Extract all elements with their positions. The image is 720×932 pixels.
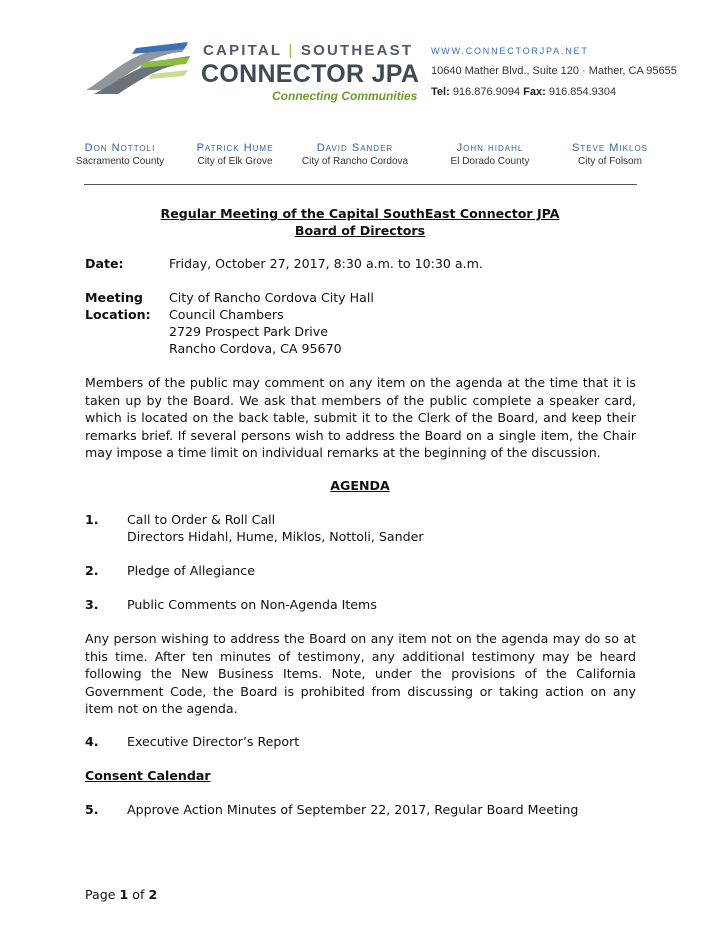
of-word: of	[132, 887, 145, 902]
public-comments-paragraph: Any person wishing to address the Board on any item not on the agenda may do so at this time. After ten minutes of testimony, any additional testimony may be heard following the New Business Items. Note, under the provisions of the California Government Code, the Board is prohibited from discussing or taking action on any item not on the agenda.	[85, 631, 636, 716]
agenda-item-number: 2.	[85, 563, 99, 578]
agenda-item-pledge: Pledge of Allegiance	[127, 563, 255, 578]
website-link[interactable]: WWW.CONNECTORJPA.NET	[431, 46, 589, 56]
page-footer	[85, 886, 157, 904]
logo-capital: CAPITAL	[203, 42, 283, 59]
director-org: City of Elk Grove	[197, 156, 273, 167]
director-org: City of Folsom	[578, 156, 642, 167]
location-label-1: Meeting	[85, 290, 143, 305]
location-line: Rancho Cordova, CA 95670	[169, 341, 342, 356]
meeting-subtitle: Board of Directors	[294, 223, 426, 238]
director-name: David Sander	[316, 142, 394, 154]
page-word: Page	[85, 887, 116, 902]
logo-southeast: SOUTHEAST	[300, 42, 414, 59]
agenda-item-roll-call-directors: Directors Hidahl, Hume, Miklos, Nottoli, Sander	[127, 529, 424, 544]
agenda-item-executive-report: Executive Director’s Report	[127, 734, 300, 749]
director-org: Sacramento County	[75, 156, 165, 167]
date-value: Friday, October 27, 2017, 8:30 a.m. to 10:30 a.m.	[169, 256, 483, 271]
location-line: Council Chambers	[169, 307, 284, 322]
logo-line1	[203, 42, 413, 59]
director-name: Steve Miklos	[571, 142, 649, 154]
date-label: Date:	[85, 256, 124, 271]
director-name: Don Nottoli	[84, 142, 156, 154]
location-line: 2729 Prospect Park Drive	[169, 324, 328, 339]
director-hume	[165, 142, 305, 167]
logo-swoosh-icon	[84, 40, 196, 96]
logo-tagline: Connecting Communities	[272, 89, 418, 103]
agenda-item-number: 5.	[85, 802, 99, 817]
fax-number: 916.854.9304	[548, 86, 617, 98]
page-total: 2	[148, 887, 158, 902]
director-org: El Dorado County	[450, 156, 530, 167]
agenda-item-number: 4.	[85, 734, 99, 749]
header-divider	[84, 184, 637, 185]
tel-label: Tel:	[431, 86, 450, 98]
consent-calendar-heading: Consent Calendar	[85, 768, 211, 783]
location-line: City of Rancho Cordova City Hall	[169, 290, 374, 305]
agenda-item-number: 3.	[85, 597, 99, 612]
director-name: John hidahl	[456, 142, 524, 154]
page-current: 1	[119, 887, 129, 902]
logo-connector-jpa: CONNECTOR JPA	[201, 60, 420, 88]
public-comment-paragraph: Members of the public may comment on any item on the agenda at the time that it is taken up by the Board. We ask that members of the public complete a speaker card, which is located on the back table, submit it to the Clerk of the Board, and keep their remarks brief. If several persons wish to address the Board on a single item, the Chair may impose a time limit on individual remarks at the beginning of the discussion.	[85, 375, 636, 460]
meeting-title: Regular Meeting of the Capital SouthEast Connector JPA	[160, 206, 560, 221]
agenda-item-call-to-order: Call to Order & Roll Call	[127, 512, 276, 527]
location-label-2: Location:	[85, 307, 151, 322]
fax-label: Fax:	[523, 86, 546, 98]
agenda-item-approve-minutes: Approve Action Minutes of September 22, 2017, Regular Board Meeting	[127, 802, 579, 817]
agenda-heading: AGENDA	[330, 478, 390, 493]
office-address: 10640 Mather Blvd., Suite 120 · Mather, CA 95655	[431, 65, 677, 77]
agenda-item-number: 1.	[85, 512, 99, 527]
director-sander	[285, 142, 425, 167]
director-org: City of Rancho Cordova	[301, 156, 409, 167]
agenda-item-public-comments: Public Comments on Non-Agenda Items	[127, 597, 377, 612]
tel-number: 916.876.9094	[452, 86, 521, 98]
logo-separator: |	[288, 42, 295, 59]
contact-phones	[431, 86, 616, 98]
director-miklos	[540, 142, 680, 167]
director-hidahl	[420, 142, 560, 167]
director-name: Patrick Hume	[196, 142, 274, 154]
